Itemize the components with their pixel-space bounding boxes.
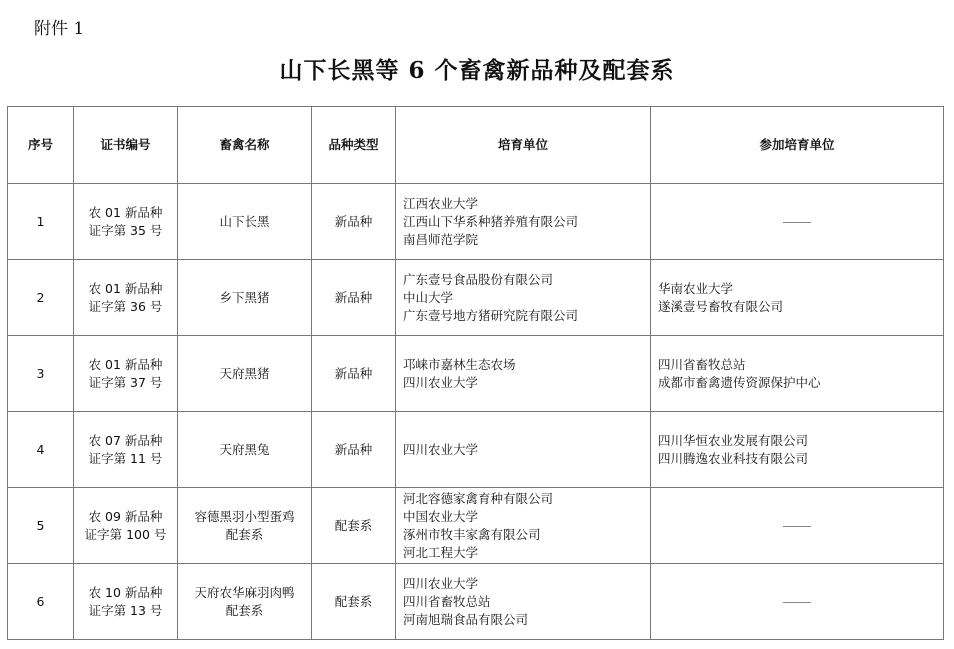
certificate-line: 证字第 37 号 xyxy=(88,374,163,390)
breeding-unit: 河北容德家禽育种有限公司 xyxy=(403,490,554,506)
breeding-units-cell xyxy=(396,184,651,260)
empty-dash xyxy=(783,602,811,603)
partner-units-cell xyxy=(651,184,944,260)
row-number: 2 xyxy=(8,260,74,336)
breeding-unit: 江西农业大学 xyxy=(403,195,479,211)
certificate-line: 证字第 36 号 xyxy=(88,298,163,314)
certificate-cell xyxy=(74,260,178,336)
breeding-units-cell xyxy=(396,488,651,564)
table-row xyxy=(8,184,944,260)
breed-type: 配套系 xyxy=(312,564,396,640)
empty-dash xyxy=(783,222,811,223)
breeding-units-cell xyxy=(396,564,651,640)
breeding-unit: 四川省畜牧总站 xyxy=(403,593,491,609)
partner-units-cell xyxy=(651,564,944,640)
partner-unit: 四川华恒农业发展有限公司 xyxy=(658,432,809,448)
partner-unit: 遂溪壹号畜牧有限公司 xyxy=(658,298,784,314)
breed-name-cell xyxy=(178,488,312,564)
header-type: 品种类型 xyxy=(312,107,396,184)
row-number: 1 xyxy=(8,184,74,260)
breed-name-line: 配套系 xyxy=(225,526,264,542)
breed-name-cell xyxy=(178,412,312,488)
page-title: 山下长黑等 6 个畜禽新品种及配套系 xyxy=(279,57,675,84)
certificate-line: 农 09 新品种 xyxy=(88,508,163,524)
header-no: 序号 xyxy=(8,107,74,184)
breed-type: 配套系 xyxy=(312,488,396,564)
certificate-line: 农 07 新品种 xyxy=(88,432,163,448)
certificate-cell xyxy=(74,336,178,412)
partner-unit: 四川省畜牧总站 xyxy=(658,356,746,372)
header-cert: 证书编号 xyxy=(74,107,178,184)
row-number: 3 xyxy=(8,336,74,412)
header-name: 畜禽名称 xyxy=(178,107,312,184)
breeding-unit: 邛崃市嘉林生态农场 xyxy=(403,356,516,372)
row-number: 4 xyxy=(8,412,74,488)
certificate-line: 农 01 新品种 xyxy=(88,280,163,296)
breeding-units-cell xyxy=(396,412,651,488)
table-row xyxy=(8,488,944,564)
certificate-line: 证字第 100 号 xyxy=(84,526,167,542)
breed-type: 新品种 xyxy=(312,412,396,488)
breeds-table xyxy=(7,106,944,640)
breeding-unit: 江西山下华系种猪养殖有限公司 xyxy=(403,213,579,229)
breed-name-cell xyxy=(178,260,312,336)
certificate-line: 证字第 35 号 xyxy=(88,222,163,238)
row-number: 5 xyxy=(8,488,74,564)
breeding-unit: 河南旭瑞食品有限公司 xyxy=(403,611,529,627)
breed-name-line: 天府黑猪 xyxy=(219,365,270,381)
breeding-units-cell xyxy=(396,260,651,336)
certificate-line: 证字第 11 号 xyxy=(88,450,163,466)
partner-units-cell xyxy=(651,488,944,564)
breeding-unit: 南昌师范学院 xyxy=(403,231,479,247)
partner-units-cell xyxy=(651,336,944,412)
breed-name-line: 乡下黑猪 xyxy=(219,289,270,305)
table-row xyxy=(8,336,944,412)
empty-dash xyxy=(783,526,811,527)
breed-name-line: 配套系 xyxy=(225,602,264,618)
breed-type: 新品种 xyxy=(312,336,396,412)
breeding-units-cell xyxy=(396,336,651,412)
table-row xyxy=(8,412,944,488)
breeding-unit: 河北工程大学 xyxy=(403,544,479,560)
table-row xyxy=(8,260,944,336)
header-partners: 参加培育单位 xyxy=(651,107,944,184)
breed-type: 新品种 xyxy=(312,184,396,260)
certificate-cell xyxy=(74,564,178,640)
breed-name-cell xyxy=(178,184,312,260)
breeding-unit: 广东壹号食品股份有限公司 xyxy=(403,271,554,287)
breed-name-line: 容德黑羽小型蛋鸡 xyxy=(194,508,295,524)
breed-name-line: 天府黑兔 xyxy=(219,441,270,457)
certificate-line: 农 01 新品种 xyxy=(88,356,163,372)
breeding-unit: 涿州市牧丰家禽有限公司 xyxy=(403,526,541,542)
header-units: 培育单位 xyxy=(396,107,651,184)
partner-unit: 成都市畜禽遗传资源保护中心 xyxy=(658,374,821,390)
partner-units-cell xyxy=(651,412,944,488)
certificate-line: 农 10 新品种 xyxy=(88,584,163,600)
breed-name-line: 山下长黑 xyxy=(219,213,270,229)
breed-name-cell xyxy=(178,564,312,640)
breeding-unit: 四川农业大学 xyxy=(403,575,479,591)
partner-units-cell xyxy=(651,260,944,336)
breed-name-line: 天府农华麻羽肉鸭 xyxy=(194,584,295,600)
certificate-cell xyxy=(74,488,178,564)
row-number: 6 xyxy=(8,564,74,640)
table-header-row xyxy=(8,107,944,184)
certificate-cell xyxy=(74,184,178,260)
breeding-unit: 广东壹号地方猪研究院有限公司 xyxy=(403,307,579,323)
certificate-cell xyxy=(74,412,178,488)
breeding-unit: 中山大学 xyxy=(403,289,454,305)
breed-type: 新品种 xyxy=(312,260,396,336)
breeding-unit: 中国农业大学 xyxy=(403,508,479,524)
certificate-line: 证字第 13 号 xyxy=(88,602,163,618)
breed-name-cell xyxy=(178,336,312,412)
breeding-unit: 四川农业大学 xyxy=(403,374,479,390)
certificate-line: 农 01 新品种 xyxy=(88,204,163,220)
attachment-label: 附件 1 xyxy=(34,19,85,39)
partner-unit: 华南农业大学 xyxy=(658,280,734,296)
table-row xyxy=(8,564,944,640)
partner-unit: 四川腾逸农业科技有限公司 xyxy=(658,450,809,466)
breeding-unit: 四川农业大学 xyxy=(403,441,479,457)
